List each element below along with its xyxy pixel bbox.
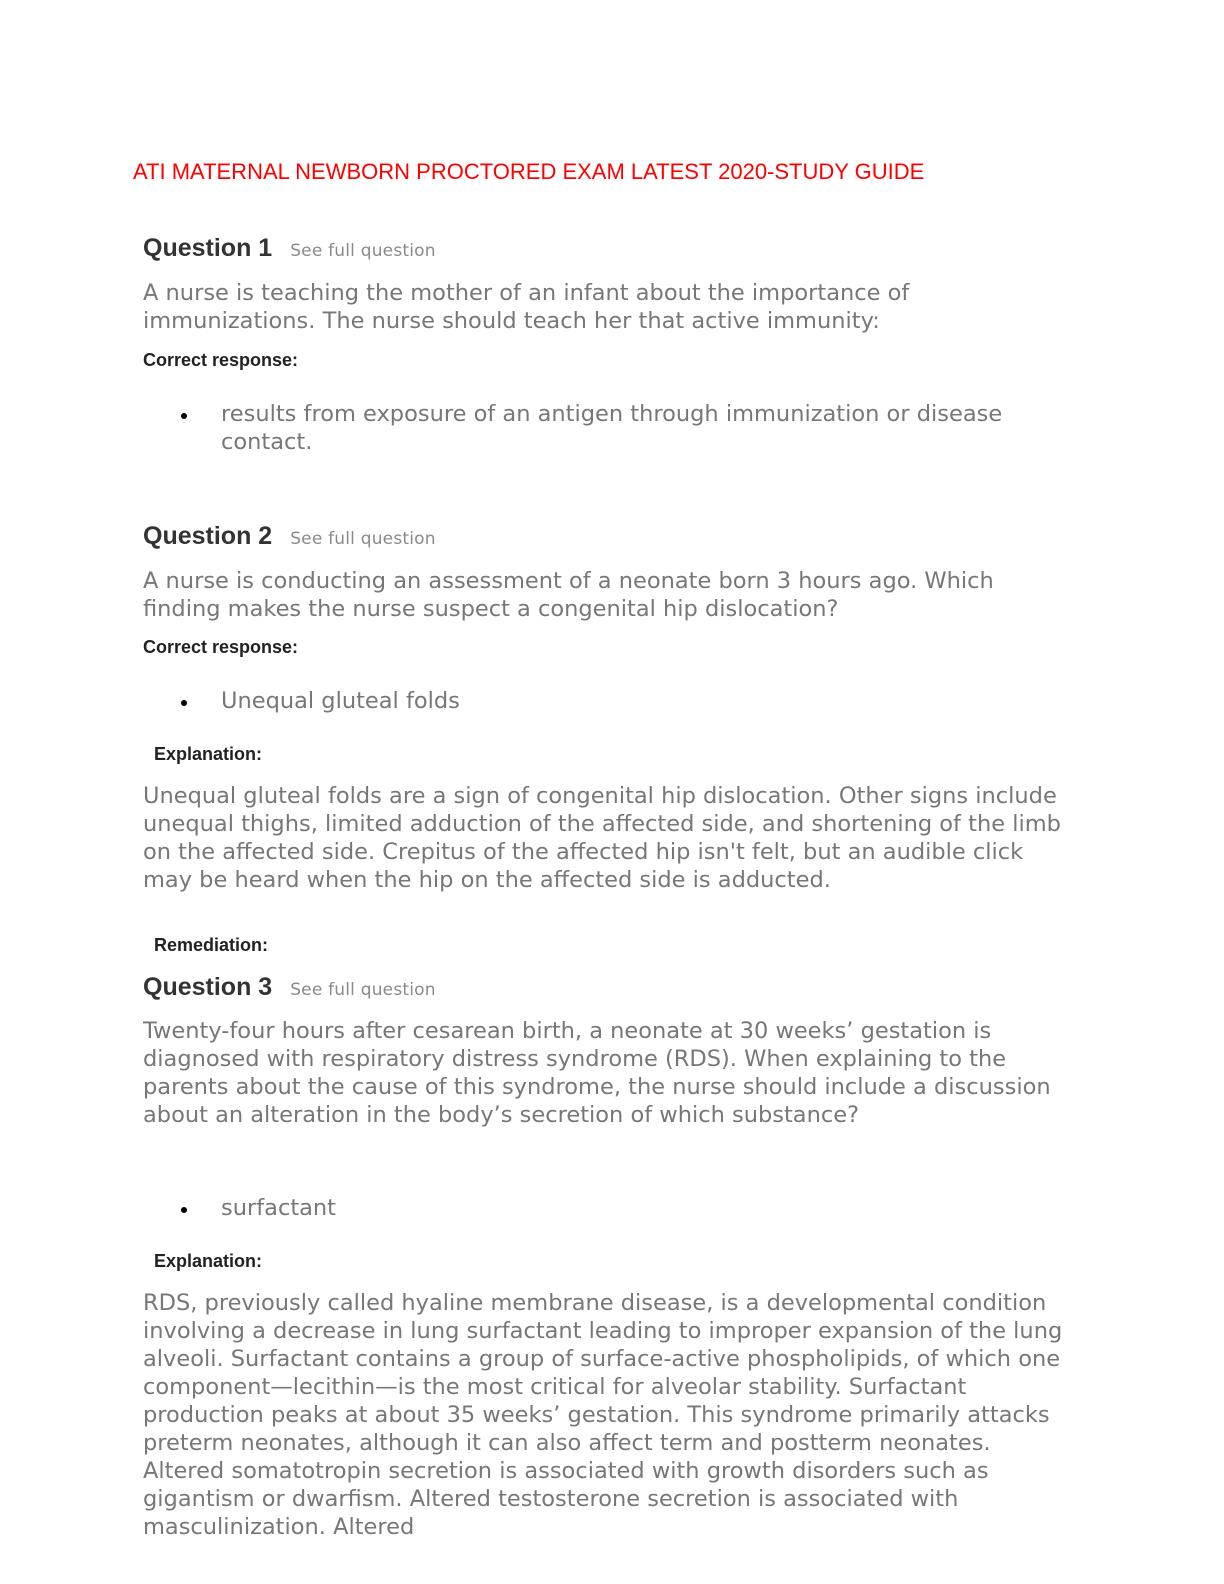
document-title: ATI MATERNAL NEWBORN PROCTORED EXAM LATEST 2020-STUDY GUIDE [133, 159, 925, 184]
see-full-question-link[interactable]: See full question [290, 980, 436, 1000]
question-number: Question 2 [143, 522, 273, 550]
question-2-answer: Unequal gluteal folds [221, 688, 460, 714]
question-number: Question 1 [143, 234, 273, 262]
question-1-text: A nurse is teaching the mother of an infant about the importance of immunizations. The nurse should teach her that active immunity: [143, 280, 910, 334]
question-2-header [143, 522, 436, 551]
bullet-icon [181, 413, 187, 419]
question-3-explanation: RDS, previously called hyaline membrane disease, is a developmental condition involving a decrease in lung surfactant leading to improper expansion of the lung alveoli. Surfactant contains a group of surface-active phospholipids, of which one component—lecithin—is the most critical for alveolar stability. Surfactant production peaks at about 35 weeks’ gestation. This syndrome primarily attacks preterm neonates, although it can also affect term and postterm neonates. Altered somatotropin secretion is associated with growth disorders such as gigantism or dwarfism. Altered testosterone secretion is associated with masculinization. Altered [143, 1290, 1063, 1540]
question-2-text: A nurse is conducting an assessment of a neonate born 3 hours ago. Which finding makes the nurse suspect a congenital hip dislocation? [143, 568, 994, 622]
bullet-icon [181, 700, 187, 706]
remediation-label: Remediation: [154, 935, 269, 955]
question-1-header [143, 234, 436, 263]
explanation-label: Explanation: [154, 1251, 263, 1271]
question-3-text: Twenty-four hours after cesarean birth, a neonate at 30 weeks’ gestation is diagnosed with respiratory distress syndrome (RDS). When explaining to the parents about the cause of this syndrome, the nurse should include a discussion about an alteration in the body’s secretion of which substance? [143, 1018, 1051, 1128]
question-number: Question 3 [143, 973, 273, 1001]
question-1-answer: results from exposure of an antigen through immunization or disease contact. [221, 401, 1003, 455]
correct-response-label: Correct response: [143, 350, 299, 370]
correct-response-label: Correct response: [143, 637, 299, 657]
question-3-answer: surfactant [221, 1195, 337, 1221]
question-2-explanation: Unequal gluteal folds are a sign of congenital hip dislocation. Other signs include unequal thighs, limited adduction of the affected side, and shortening of the limb on the affected side. Crepitus of the affected hip isn't felt, but an audible click may be heard when the hip on the affected side is adducted. [143, 783, 1061, 893]
bullet-icon [181, 1207, 187, 1213]
see-full-question-link[interactable]: See full question [290, 241, 436, 261]
explanation-label: Explanation: [154, 744, 263, 764]
see-full-question-link[interactable]: See full question [290, 529, 436, 549]
question-3-header [143, 973, 436, 1002]
